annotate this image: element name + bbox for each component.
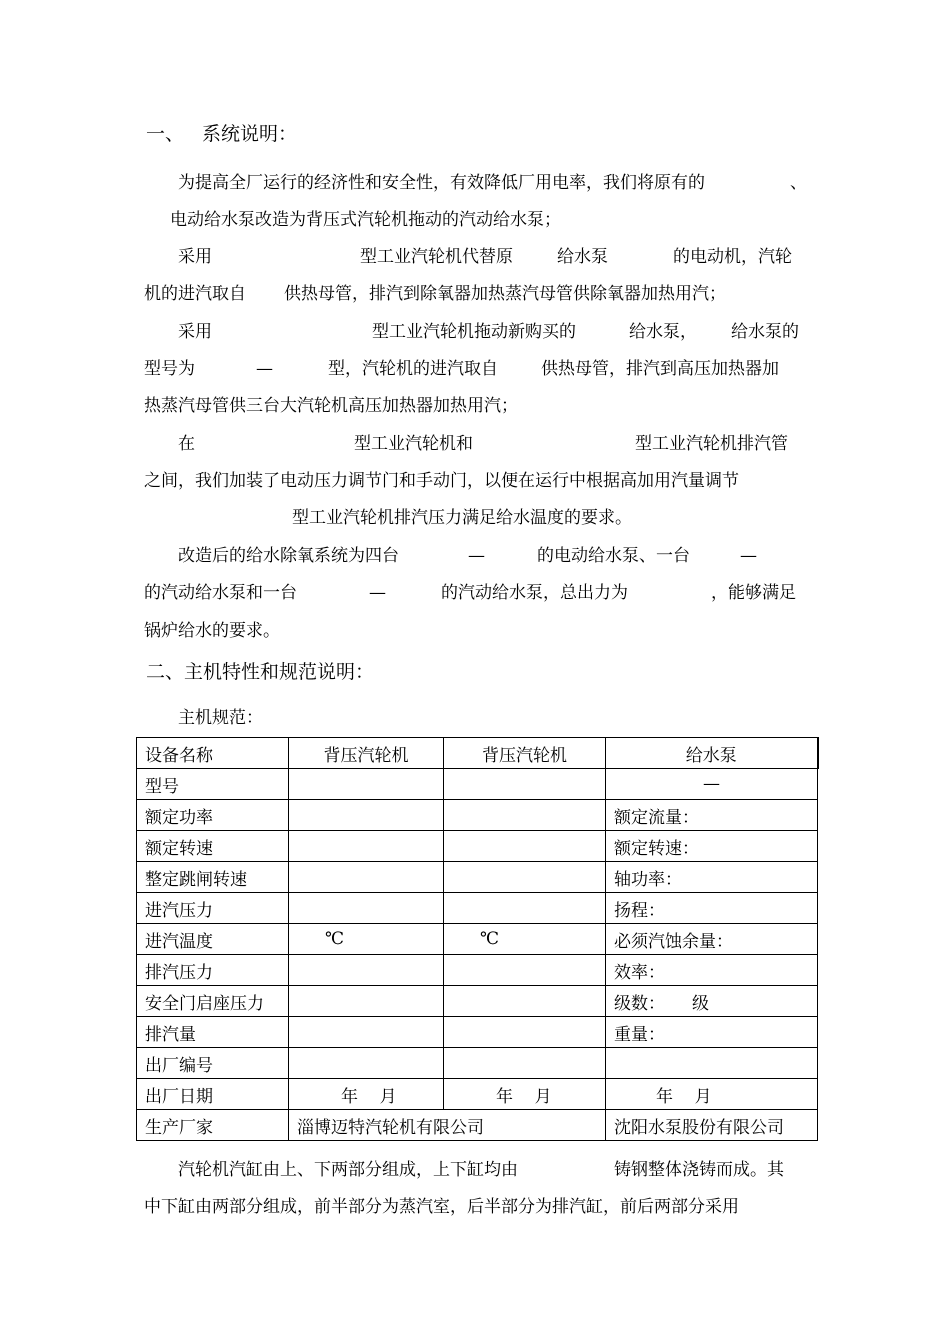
para3-a1: 采用 xyxy=(178,322,212,342)
para2-b1: 机的进汽取自 xyxy=(144,284,246,304)
para5-b2: — xyxy=(369,583,386,603)
table-row xyxy=(137,893,818,924)
table-cell: 额定功率 xyxy=(137,800,289,831)
para5-b3: 的汽动给水泵，总出力为 xyxy=(441,583,628,603)
table-cell xyxy=(444,831,606,862)
para4-a3: 型工业汽轮机排汽管 xyxy=(635,434,788,454)
para5-b1: 的汽动给水泵和一台 xyxy=(144,583,297,603)
table-row xyxy=(137,986,818,1017)
section1-heading: 系统说明： xyxy=(202,123,298,145)
table-cell: ℃ xyxy=(289,924,444,955)
table-cell: 安全门启座压力 xyxy=(137,986,289,1017)
table-cell: 重量： xyxy=(606,1017,818,1048)
table-cell xyxy=(289,800,444,831)
table-cell xyxy=(444,800,606,831)
table-cell: 整定跳闸转速 xyxy=(137,862,289,893)
table-cell: 轴功率： xyxy=(606,862,818,893)
table-header-cell: 给水泵 xyxy=(606,738,818,769)
section2-subheading: 主机规范： xyxy=(178,708,263,728)
table-cell: 年 月 xyxy=(444,1079,606,1110)
para6-b1: 中下缸由两部分组成，前半部分为蒸汽室，后半部分为排汽缸，前后两部分采用 xyxy=(144,1197,739,1217)
table-row xyxy=(137,831,818,862)
para2-a1: 采用 xyxy=(178,247,212,267)
table-cell: ℃ xyxy=(444,924,606,955)
para4-b1: 之间，我们加装了电动压力调节门和手动门，以便在运行中根据高加用汽量调节 xyxy=(144,471,739,491)
table-cell: 级数： 级 xyxy=(606,986,818,1017)
table-cell xyxy=(289,862,444,893)
table-row xyxy=(137,1079,818,1110)
table-cell xyxy=(289,1048,444,1079)
table-cell xyxy=(289,986,444,1017)
para1-line2: 电动给水泵改造为背压式汽轮机拖动的汽动给水泵； xyxy=(170,210,561,230)
para2-a2: 型工业汽轮机代替原 xyxy=(360,247,513,267)
table-cell: 型号 xyxy=(137,769,289,800)
para4-a2: 型工业汽轮机和 xyxy=(354,434,473,454)
para2-b2: 供热母管，排汽到除氧器加热蒸汽母管供除氧器加热用汽； xyxy=(284,284,726,304)
table-row xyxy=(137,1017,818,1048)
table-row xyxy=(137,1048,818,1079)
table-cell: 出厂日期 xyxy=(137,1079,289,1110)
table-row xyxy=(137,1110,818,1141)
table-cell: — xyxy=(606,769,818,800)
table-cell xyxy=(289,955,444,986)
table-header-row xyxy=(137,738,818,769)
table-row xyxy=(137,955,818,986)
table-cell: 效率： xyxy=(606,955,818,986)
table-cell xyxy=(289,769,444,800)
para1-line1-tail: 、 xyxy=(790,173,807,193)
para3-b2: — xyxy=(256,359,273,379)
table-row xyxy=(137,924,818,955)
para3-a3: 给水泵， xyxy=(629,322,697,342)
table-cell xyxy=(606,1048,818,1079)
spec-table xyxy=(136,737,819,1141)
para5-b4: ，能够满足 xyxy=(711,583,796,603)
table-cell: 排汽量 xyxy=(137,1017,289,1048)
table-cell xyxy=(289,1017,444,1048)
para1-line1: 为提高全厂运行的经济性和安全性，有效降低厂用电率，我们将原有的 xyxy=(178,173,705,193)
table-cell xyxy=(289,893,444,924)
para2-a3: 给水泵 xyxy=(557,247,608,267)
para3-a4: 给水泵的 xyxy=(731,322,799,342)
section2-heading: 二、主机特性和规范说明： xyxy=(146,661,375,683)
table-cell xyxy=(444,862,606,893)
table-cell: 排汽压力 xyxy=(137,955,289,986)
para4-c1: 型工业汽轮机排汽压力满足给水温度的要求。 xyxy=(292,508,632,528)
table-cell xyxy=(444,1017,606,1048)
table-cell: 年 月 xyxy=(289,1079,444,1110)
section1-number: 一、 xyxy=(146,123,185,145)
table-cell xyxy=(444,1048,606,1079)
table-cell: 进汽压力 xyxy=(137,893,289,924)
para2-a4: 的电动机，汽轮 xyxy=(673,247,792,267)
table-row xyxy=(137,769,818,800)
para6-a2: 铸钢整体浇铸而成。其 xyxy=(614,1160,784,1180)
table-cell: 额定流量： xyxy=(606,800,818,831)
para5-a2: — xyxy=(468,546,485,566)
para5-c1: 锅炉给水的要求。 xyxy=(144,621,280,641)
table-cell xyxy=(444,986,606,1017)
table-cell xyxy=(444,893,606,924)
table-cell xyxy=(289,831,444,862)
table-cell xyxy=(444,955,606,986)
table-header-cell: 设备名称 xyxy=(137,738,289,769)
para5-a1: 改造后的给水除氧系统为四台 xyxy=(178,546,399,566)
para3-c1: 热蒸汽母管供三台大汽轮机高压加热器加热用汽； xyxy=(144,396,518,416)
table-row xyxy=(137,862,818,893)
para3-b1: 型号为 xyxy=(144,359,195,379)
table-header-cell: 背压汽轮机 xyxy=(289,738,444,769)
para6-a1: 汽轮机汽缸由上、下两部分组成，上下缸均由 xyxy=(178,1160,518,1180)
table-cell: 扬程： xyxy=(606,893,818,924)
para3-b4: 供热母管，排汽到高压加热器加 xyxy=(541,359,779,379)
table-cell: 生产厂家 xyxy=(137,1110,289,1141)
table-header-cell: 背压汽轮机 xyxy=(444,738,606,769)
table-cell: 进汽温度 xyxy=(137,924,289,955)
table-row xyxy=(137,800,818,831)
table-cell: 必须汽蚀余量： xyxy=(606,924,818,955)
para4-a1: 在 xyxy=(178,434,195,454)
para3-b3: 型，汽轮机的进汽取自 xyxy=(328,359,498,379)
para3-a2: 型工业汽轮机拖动新购买的 xyxy=(372,322,576,342)
table-cell: 额定转速 xyxy=(137,831,289,862)
table-cell: 额定转速： xyxy=(606,831,818,862)
table-cell: 淄博迈特汽轮机有限公司 xyxy=(289,1110,606,1141)
table-cell xyxy=(444,769,606,800)
para5-a3: 的电动给水泵、一台 xyxy=(537,546,690,566)
table-cell: 出厂编号 xyxy=(137,1048,289,1079)
table-cell: 沈阳水泵股份有限公司 xyxy=(606,1110,818,1141)
para5-a4: — xyxy=(740,546,757,566)
table-cell: 年 月 xyxy=(606,1079,818,1110)
